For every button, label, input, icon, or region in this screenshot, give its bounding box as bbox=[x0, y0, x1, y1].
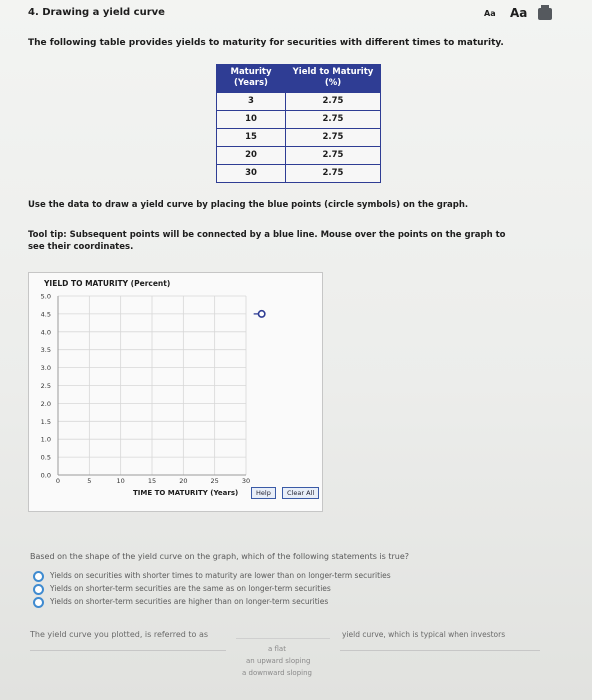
x-tick-label: 10 bbox=[116, 477, 125, 485]
dropdown-option-upward[interactable]: an upward sloping bbox=[246, 657, 311, 665]
x-tick-label: 15 bbox=[147, 477, 157, 485]
tooltip-text: Tool tip: Subsequent points will be connected by a blue line. Mouse over the points on the graph to see their coordinates. bbox=[28, 230, 506, 252]
x-tick-labels bbox=[56, 477, 250, 485]
yield-cell: 2.75 bbox=[286, 146, 381, 164]
y-tick-label: 3.5 bbox=[40, 346, 51, 355]
option-label-1[interactable]: Yields on securities with shorter times to maturity are lower than on longer-term securities bbox=[50, 571, 391, 580]
option-radio-3[interactable] bbox=[33, 597, 44, 608]
yield-header: Yield to Maturity (%) bbox=[286, 64, 381, 93]
text-size-large-button[interactable]: Aa bbox=[510, 6, 528, 20]
yield-cell: 2.75 bbox=[286, 110, 381, 128]
question-title: 4. Drawing a yield curve bbox=[28, 7, 165, 18]
y-axis-label: YIELD TO MATURITY (Percent) bbox=[44, 279, 171, 288]
yield-cell: 2.75 bbox=[286, 128, 381, 146]
followup-right-text: yield curve, which is typical when investors bbox=[342, 630, 506, 639]
intro-text: The following table provides yields to maturity for securities with different times to maturity. bbox=[28, 38, 504, 48]
blank-line-left bbox=[30, 650, 226, 651]
x-tick-label: 30 bbox=[241, 477, 251, 485]
x-tick-label: 25 bbox=[210, 477, 219, 485]
y-tick-labels bbox=[41, 293, 51, 480]
dropdown-option-flat[interactable]: a flat bbox=[268, 645, 286, 653]
maturity-cell: 20 bbox=[217, 146, 286, 164]
maturity-header: Maturity (Years) bbox=[217, 64, 286, 93]
y-tick-label: 2.0 bbox=[40, 399, 51, 408]
maturity-cell: 3 bbox=[217, 93, 286, 111]
palette-circle-point[interactable] bbox=[258, 311, 264, 317]
y-tick-label: 2.5 bbox=[40, 382, 51, 390]
followup-left-text: The yield curve you plotted, is referred to as bbox=[30, 630, 209, 639]
x-tick-label: 0 bbox=[55, 477, 61, 485]
yield-cell: 2.75 bbox=[286, 164, 381, 182]
maturity-cell: 15 bbox=[217, 128, 286, 146]
y-tick-label: 5.0 bbox=[40, 292, 51, 301]
option-label-3[interactable]: Yields on shorter-term securities are higher than on longer-term securities bbox=[50, 597, 329, 606]
clear-all-button[interactable]: Clear All bbox=[282, 487, 319, 499]
y-tick-label: 4.0 bbox=[40, 328, 51, 337]
points-layer[interactable] bbox=[254, 311, 265, 317]
option-radio-2[interactable] bbox=[33, 584, 44, 595]
help-button[interactable]: Help bbox=[251, 487, 276, 499]
option-label-2[interactable]: Yields on shorter-term securities are the same as on longer-term securities bbox=[50, 584, 331, 593]
option-radio-1[interactable] bbox=[33, 571, 44, 582]
dropdown-divider bbox=[236, 638, 330, 639]
yield-cell: 2.75 bbox=[286, 93, 381, 111]
grid bbox=[58, 296, 246, 475]
y-tick-label: 1.0 bbox=[40, 435, 51, 444]
y-tick-label: 1.5 bbox=[40, 417, 51, 426]
text-size-small-button[interactable]: Aa bbox=[484, 9, 496, 18]
y-tick-label: 0.5 bbox=[40, 453, 51, 462]
x-tick-label: 20 bbox=[179, 477, 188, 485]
y-tick-label: 0.0 bbox=[40, 471, 51, 480]
dropdown-option-downward[interactable]: a downward sloping bbox=[242, 669, 312, 677]
x-tick-label: 5 bbox=[87, 477, 92, 485]
maturity-cell: 10 bbox=[217, 110, 286, 128]
question-prompt: Based on the shape of the yield curve on the graph, which of the following statements is true? bbox=[30, 552, 410, 561]
maturity-cell: 30 bbox=[217, 164, 286, 182]
y-tick-label: 3.0 bbox=[40, 364, 51, 373]
x-axis-label: TIME TO MATURITY (Years) bbox=[133, 489, 239, 497]
y-tick-label: 4.5 bbox=[40, 310, 51, 319]
blank-line-right bbox=[340, 650, 540, 651]
instructions-text: Use the data to draw a yield curve by placing the blue points (circle symbols) on the graph. bbox=[28, 200, 469, 210]
